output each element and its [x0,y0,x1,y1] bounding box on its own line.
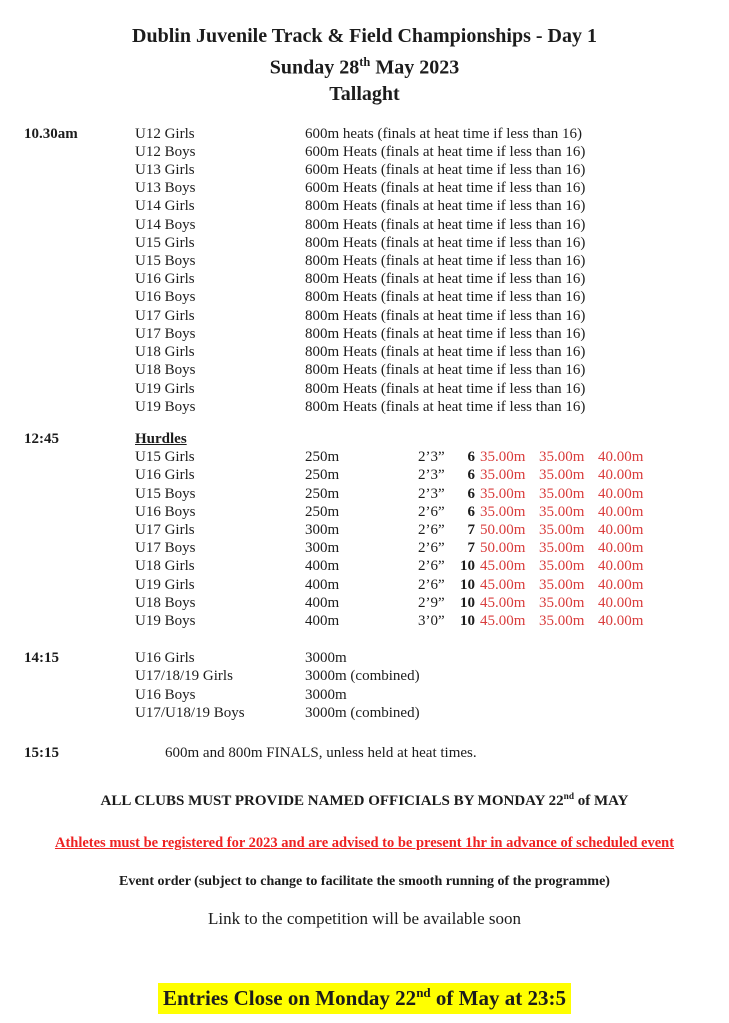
schedule-row [0,161,729,179]
hurdle-height: 2’3” [418,485,445,502]
age-category: U16 Girls [135,271,195,288]
race-distance: 400m [305,594,340,611]
registration-notice: Athletes must be registered for 2023 and are advised to be present 1hr in advance of scheduled event [54,835,675,852]
event-description: 800m Heats (finals at heat time if less than 16) [305,289,586,306]
age-category: U15 Girls [135,449,195,466]
age-category: U13 Boys [135,180,196,197]
session-time [24,380,135,398]
age-category: U17 Boys [135,325,196,342]
schedule-row [0,143,729,161]
age-category: U19 Boys [135,612,196,629]
age-category: U17/18/19 Girls [135,668,233,685]
hurdle-mark-1: 35.00m [480,503,526,520]
session-1030-heats [0,125,729,416]
hurdle-mark-3: 40.00m [598,558,644,575]
session-time [24,234,135,252]
document-title-block [0,0,729,107]
date-ordinal-suffix: nd [563,792,574,803]
session-time [24,343,135,361]
age-category: U17/U18/19 Boys [135,704,245,721]
race-distance: 300m [305,540,340,557]
session-time [24,325,135,343]
entries-close-banner [0,985,729,1011]
event-description: 800m Heats (finals at heat time if less than 16) [305,344,586,361]
event-description: 3000m [305,686,347,703]
time-spacer [24,594,135,612]
hurdles-row [0,485,729,503]
hurdle-mark-3: 40.00m [598,521,644,538]
hurdle-count: 7 [467,540,475,557]
hurdle-mark-1: 45.00m [480,558,526,575]
hurdle-mark-1: 50.00m [480,521,526,538]
hurdles-row [0,466,729,484]
age-category: U18 Boys [135,362,196,379]
hurdle-mark-2: 35.00m [539,467,585,484]
hurdle-mark-2: 35.00m [539,503,585,520]
hurdles-row [0,557,729,575]
session-time [24,704,135,722]
session-1415-3000m [0,649,729,722]
event-description: 800m Heats (finals at heat time if less than 16) [305,380,586,397]
race-distance: 250m [305,485,340,502]
time-spacer [24,576,135,594]
title-line-2: Sunday 28th May 2023 [269,55,460,79]
race-distance: 400m [305,612,340,629]
session-time [24,270,135,288]
hurdle-mark-3: 40.00m [598,540,644,557]
race-distance: 250m [305,467,340,484]
session-time [24,216,135,234]
session-time [24,143,135,161]
time-spacer [24,557,135,575]
event-description: 800m Heats (finals at heat time if less than 16) [305,362,586,379]
event-description: 800m Heats (finals at heat time if less than 16) [305,271,586,288]
session-time [24,197,135,215]
age-category: U15 Boys [135,485,196,502]
time-spacer [24,485,135,503]
schedule-row [0,252,729,270]
hurdles-rows [0,448,729,630]
schedule-row [0,288,729,306]
hurdles-row [0,521,729,539]
hurdle-mark-3: 40.00m [598,612,644,629]
title-line-1: Dublin Juvenile Track & Field Championships - Day 1 [132,25,597,47]
hurdle-mark-1: 35.00m [480,449,526,466]
event-description: 800m Heats (finals at heat time if less than 16) [305,398,586,415]
age-category: U16 Girls [135,467,195,484]
session-time [24,398,135,416]
hurdle-mark-2: 35.00m [539,576,585,593]
session-time: 14:15 [24,650,59,667]
schedule-row [0,307,729,325]
schedule-row [0,125,729,143]
age-category: U14 Girls [135,198,195,215]
hurdle-count: 6 [467,467,475,484]
event-description: 600m heats (finals at heat time if less than 16) [305,125,583,142]
hurdle-count: 10 [460,594,475,611]
date-ordinal-suffix: th [359,55,371,69]
session-time [24,307,135,325]
session-1515-finals [0,744,729,762]
officials-notice: ALL CLUBS MUST PROVIDE NAMED OFFICIALS BY MONDAY 22nd of MAY [100,792,629,810]
hurdle-mark-1: 35.00m [480,485,526,502]
age-category: U12 Boys [135,143,196,160]
event-description: 3000m (combined) [305,704,420,721]
hurdle-height: 2’9” [418,594,445,611]
race-distance: 250m [305,503,340,520]
age-category: U19 Girls [135,576,195,593]
hurdle-mark-1: 50.00m [480,540,526,557]
race-distance: 400m [305,576,340,593]
schedule-row [0,325,729,343]
hurdle-height: 2’6” [418,503,445,520]
schedule-row [0,398,729,416]
hurdles-row [0,539,729,557]
schedule-row [0,216,729,234]
session-time [24,288,135,306]
time-spacer [24,448,135,466]
hurdles-row [0,612,729,630]
hurdle-count: 10 [460,576,475,593]
title-line-3-venue: Tallaght [329,82,400,105]
age-category: U16 Boys [135,289,196,306]
event-description: 800m Heats (finals at heat time if less than 16) [305,198,586,215]
hurdle-count: 6 [467,449,475,466]
hurdles-row [0,576,729,594]
hurdle-count: 10 [460,558,475,575]
session-time [24,252,135,270]
event-description: 3000m [305,650,347,667]
hurdle-mark-3: 40.00m [598,503,644,520]
event-description: 800m Heats (finals at heat time if less than 16) [305,325,586,342]
event-description: 800m Heats (finals at heat time if less than 16) [305,307,586,324]
hurdle-height: 2’6” [418,576,445,593]
age-category: U18 Girls [135,344,195,361]
schedule-row [0,270,729,288]
hurdle-count: 7 [467,521,475,538]
hurdle-mark-2: 35.00m [539,449,585,466]
session-time [24,686,135,704]
hurdle-mark-1: 35.00m [480,467,526,484]
hurdle-mark-3: 40.00m [598,594,644,611]
time-spacer [24,539,135,557]
hurdle-height: 2’3” [418,449,445,466]
age-category: U15 Boys [135,253,196,270]
race-distance: 300m [305,521,340,538]
age-category: U13 Girls [135,162,195,179]
hurdle-height: 3’0” [418,612,445,629]
hurdle-mark-2: 35.00m [539,558,585,575]
age-category: U16 Boys [135,503,196,520]
hurdle-mark-3: 40.00m [598,485,644,502]
event-description: 600m Heats (finals at heat time if less than 16) [305,180,586,197]
schedule-row [0,667,729,685]
event-description: 600m Heats (finals at heat time if less than 16) [305,162,586,179]
schedule-row [0,704,729,722]
hurdle-mark-2: 35.00m [539,612,585,629]
session-time: 15:15 [24,744,59,761]
time-spacer [24,503,135,521]
schedule-row [0,649,729,667]
hurdle-mark-3: 40.00m [598,576,644,593]
schedule-row [0,380,729,398]
finals-row [0,744,729,762]
hurdle-count: 6 [467,503,475,520]
hurdle-mark-1: 45.00m [480,576,526,593]
hurdles-row [0,594,729,612]
hurdle-mark-3: 40.00m [598,449,644,466]
age-category: U15 Girls [135,234,195,251]
race-distance: 250m [305,449,340,466]
race-distance: 400m [305,558,340,575]
age-category: U16 Girls [135,650,195,667]
age-category: U19 Girls [135,380,195,397]
event-description: 800m Heats (finals at heat time if less than 16) [305,216,586,233]
hurdle-mark-2: 35.00m [539,594,585,611]
hurdle-mark-2: 35.00m [539,521,585,538]
session-time [24,179,135,197]
age-category: U17 Girls [135,307,195,324]
event-description: 600m Heats (finals at heat time if less than 16) [305,143,586,160]
schedule-row [0,179,729,197]
hurdles-row [0,503,729,521]
date-ordinal-suffix: nd [416,985,431,1001]
age-category: U19 Boys [135,398,196,415]
entries-close-highlight: Entries Close on Monday 22nd of May at 23:5 [158,983,571,1014]
event-description: 800m Heats (finals at heat time if less than 16) [305,234,586,251]
event-order-note: Event order (subject to change to facilitate the smooth running of the programme) [119,874,610,890]
finals-note: 600m and 800m FINALS, unless held at heat times. [165,744,477,761]
time-spacer [24,612,135,630]
age-category: U18 Girls [135,558,195,575]
session-time [24,361,135,379]
schedule-row [0,197,729,215]
session-1245-hurdles [0,430,729,630]
hurdle-count: 10 [460,612,475,629]
hurdle-height: 2’3” [418,467,445,484]
hurdle-height: 2’6” [418,558,445,575]
session-time [24,667,135,685]
competition-link-note: Link to the competition will be available soon [207,909,521,929]
hurdles-row [0,448,729,466]
schedule-row [0,343,729,361]
age-category: U17 Boys [135,540,196,557]
session-time: 12:45 [24,430,59,447]
age-category: U12 Girls [135,125,195,142]
hurdle-height: 2’6” [418,540,445,557]
event-description: 800m Heats (finals at heat time if less than 16) [305,253,586,270]
time-spacer [24,466,135,484]
hurdle-count: 6 [467,485,475,502]
session-time [24,161,135,179]
hurdle-mark-1: 45.00m [480,594,526,611]
event-description: 3000m (combined) [305,668,420,685]
time-spacer [24,521,135,539]
age-category: U17 Girls [135,521,195,538]
schedule-row [0,361,729,379]
hurdles-heading: Hurdles [135,430,187,447]
hurdle-mark-2: 35.00m [539,540,585,557]
schedule-row [0,234,729,252]
age-category: U18 Boys [135,594,196,611]
hurdle-mark-2: 35.00m [539,485,585,502]
hurdle-mark-3: 40.00m [598,467,644,484]
age-category: U16 Boys [135,686,196,703]
hurdles-header-row [0,430,729,448]
session-time: 10.30am [24,125,78,142]
age-category: U14 Boys [135,216,196,233]
schedule-row [0,686,729,704]
hurdle-height: 2’6” [418,521,445,538]
hurdle-mark-1: 45.00m [480,612,526,629]
